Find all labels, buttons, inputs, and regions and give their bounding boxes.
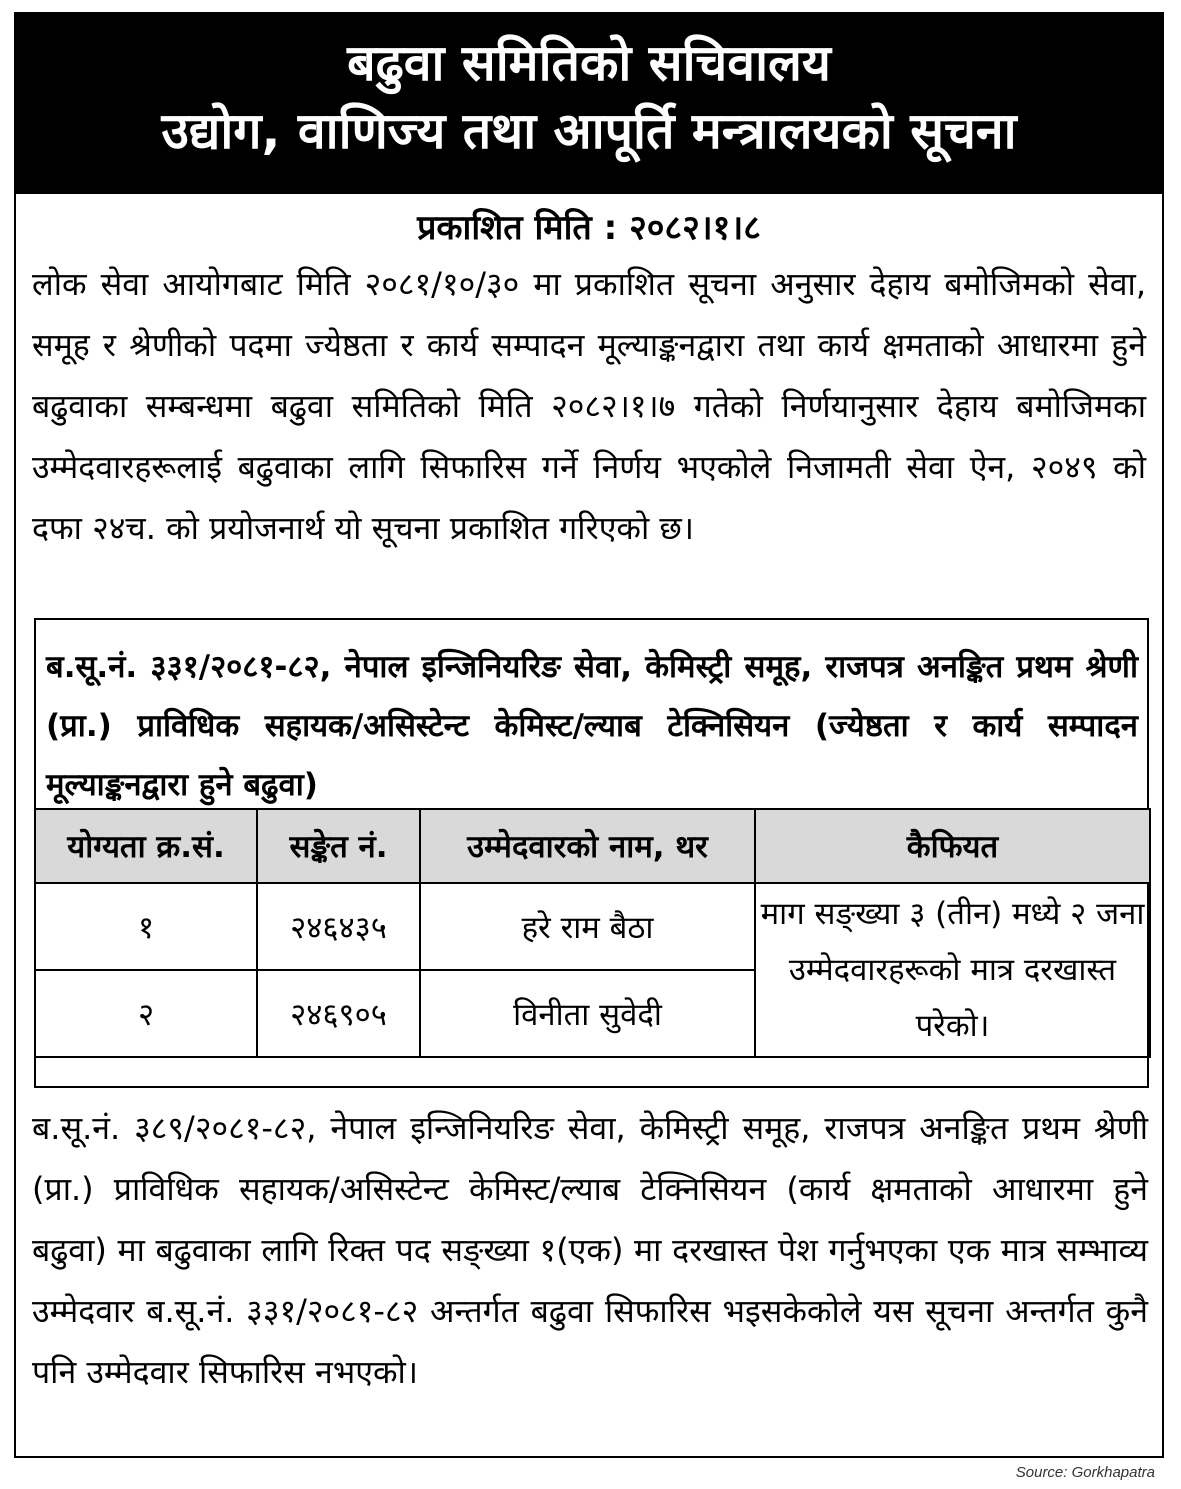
cell-name: हरे राम बैठा — [420, 883, 755, 970]
header-title-committee: बढुवा समितिको सचिवालय — [347, 34, 831, 92]
notice-frame — [14, 12, 1164, 1458]
cell-code: २४६९०५ — [257, 970, 420, 1057]
header-title-ministry: उद्योग, वाणिज्य तथा आपूर्ति मन्त्रालयको सूचना — [161, 102, 1017, 160]
cell-code: २४६४३५ — [257, 883, 420, 970]
source-credit: Source: Gorkhapatra — [1015, 1464, 1155, 1481]
column-header-code: सङ्केत नं. — [257, 809, 420, 883]
column-header-name: उम्मेदवारको नाम, थर — [420, 809, 755, 883]
notice-header — [16, 14, 1162, 194]
candidate-table — [34, 808, 1151, 1058]
cell-serial: १ — [35, 883, 257, 970]
column-header-serial: योग्यता क्र.सं. — [35, 809, 257, 883]
table-header-row — [35, 809, 1150, 883]
intro-paragraph: लोक सेवा आयोगबाट मिति २०८१/१०/३० मा प्रकाशित सूचना अनुसार देहाय बमोजिमको सेवा, समूह र श्रेणीको पदमा ज्येष्ठता र कार्य सम्पादन मूल्याङ्कनद्वारा तथा कार्य क्षमताको आधारमा हुने बढुवाका सम्बन्धमा बढुवा समितिको मिति २०८२।१।७ गतेको निर्णयानुसार देहाय बमोजिमका उम्मेदवारहरूलाई बढुवाका लागि सिफारिस गर्ने निर्णय भएकोले निजामती सेवा ऐन, २०४९ को दफा २४च. को प्रयोजनार्थ यो सूचना प्रकाशित गरिएको छ। — [32, 265, 1146, 547]
candidate-notice-box — [34, 618, 1149, 1088]
published-date: प्रकाशित मिति : २०८२।१।८ — [417, 208, 761, 248]
cell-serial: २ — [35, 970, 257, 1057]
cell-remark: माग सङ्ख्या ३ (तीन) मध्ये २ जना उम्मेदवारहरूको मात्र दरखास्त परेको। — [755, 883, 1150, 1057]
closing-paragraph: ब.सू.नं. ३८९/२०८१-८२, नेपाल इन्जिनियरिङ सेवा, केमिस्ट्री समूह, राजपत्र अनङ्कित प्रथम श्रेणी (प्रा.) प्राविधिक सहायक/असिस्टेन्ट केमिस्ट/ल्याब टेक्निसियन (कार्य क्षमताको आधारमा हुने बढुवा) मा बढुवाका लागि रिक्त पद सङ्ख्या १(एक) मा दरखास्त पेश गर्नुभएका एक मात्र सम्भाव्य उम्मेदवार ब.सू.नं. ३३१/२०८१-८२ अन्तर्गत बढुवा सिफारिस भइसकेकोले यस सूचना अन्तर्गत कुनै पनि उम्मेदवार सिफारिस नभएको। — [32, 1109, 1148, 1391]
cell-name: विनीता सुवेदी — [420, 970, 755, 1057]
notice-heading: ब.सू.नं. ३३१/२०८१-८२, नेपाल इन्जिनियरिङ सेवा, केमिस्ट्री समूह, राजपत्र अनङ्कित प्रथम श्रेणी (प्रा.) प्राविधिक सहायक/असिस्टेन्ट केमिस्ट/ल्याब टेक्निसियन (ज्येष्ठता र कार्य सम्पादन मूल्याङ्कनद्वारा हुने बढुवा) — [46, 649, 1138, 803]
column-header-remark: कैफियत — [755, 809, 1150, 883]
table-row — [35, 883, 1150, 970]
